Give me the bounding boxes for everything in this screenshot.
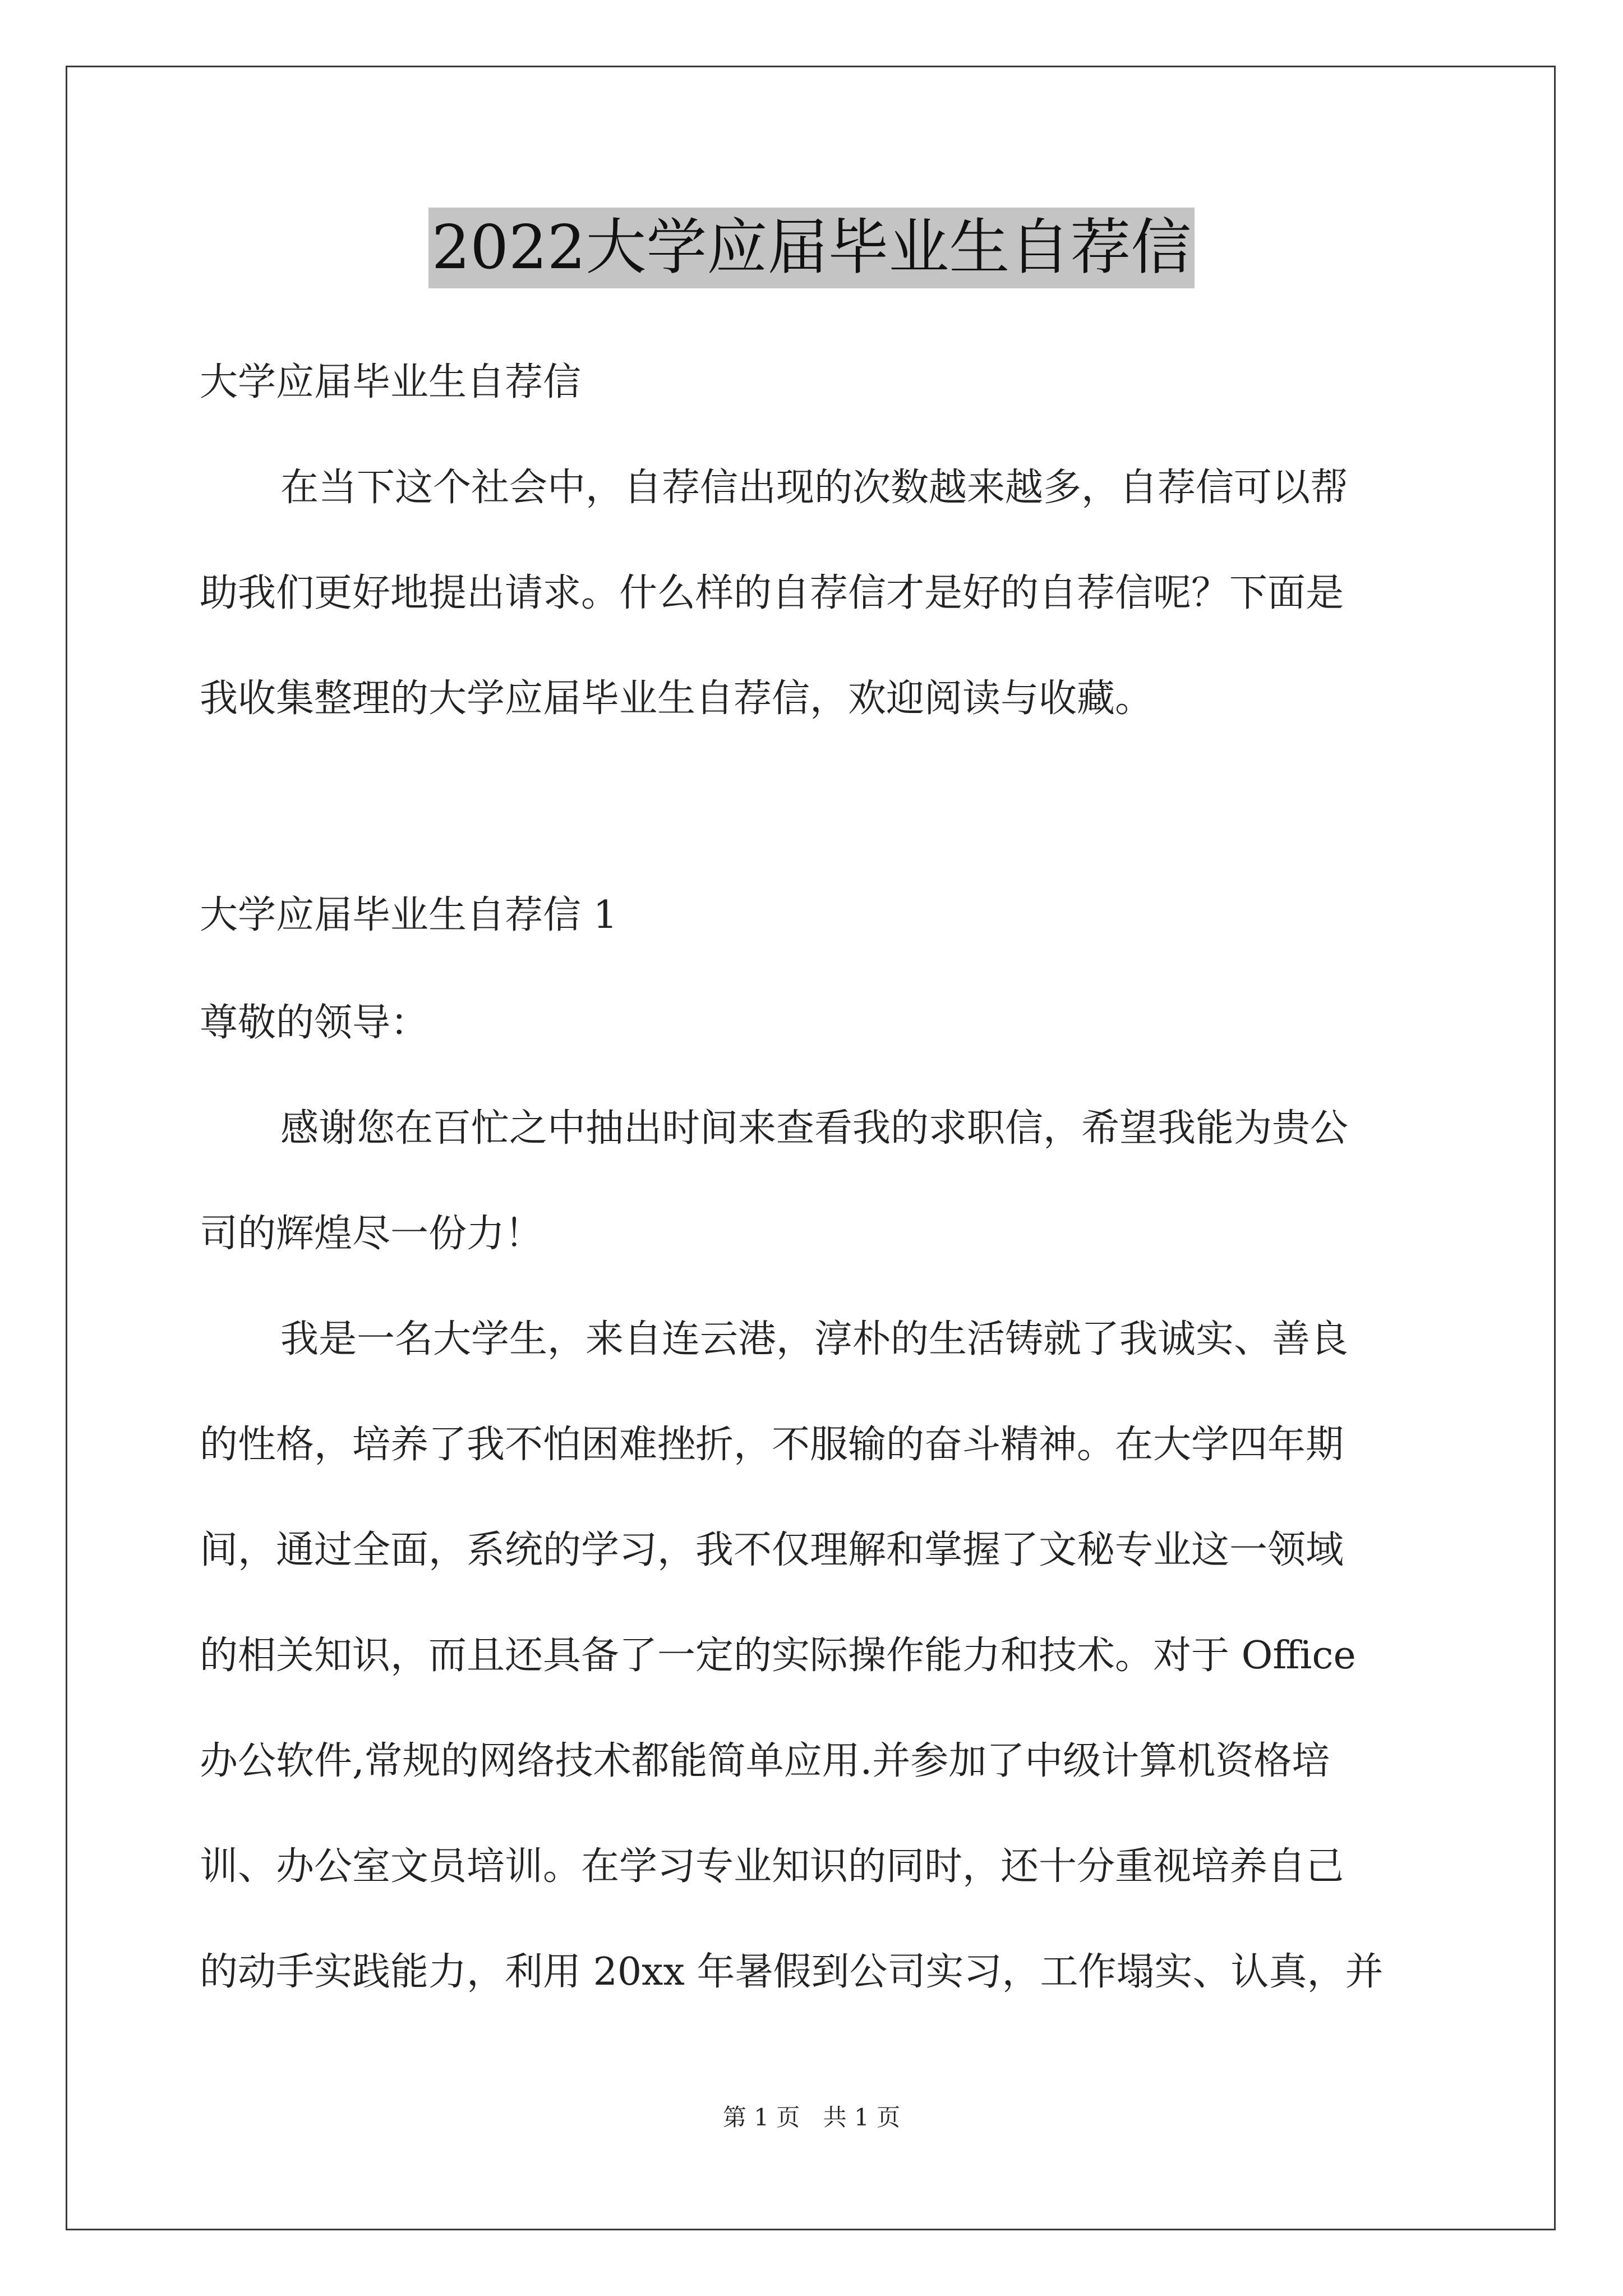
paragraph-line: 办公软件,常规的网络技术都能简单应用.并参加了中级计算机资格培 bbox=[200, 1739, 1330, 1783]
salutation: 尊敬的领导： bbox=[200, 1001, 429, 1045]
paragraph-line: 间，通过全面，系统的学习，我不仅理解和掌握了文秘专业这一领域 bbox=[200, 1528, 1344, 1572]
intro-line: 助我们更好地提出请求。什么样的自荐信才是好的自荐信呢？下面是 bbox=[200, 571, 1344, 615]
paragraph-line: 的动手实践能力，利用 20xx 年暑假到公司实习，工作塌实、认真，并 bbox=[200, 1950, 1384, 1994]
title-container bbox=[0, 208, 1623, 288]
paragraph-line: 的性格，培养了我不怕困难挫折，不服输的奋斗精神。在大学四年期 bbox=[200, 1423, 1344, 1467]
page-number-total: 共 1 页 bbox=[823, 2104, 901, 2131]
section-heading: 大学应届毕业生自荐信 1 bbox=[200, 893, 617, 937]
document-title: 2022大学应届毕业生自荐信 bbox=[428, 208, 1195, 288]
paragraph-line: 的相关知识，而且还具备了一定的实际操作能力和技术。对于 Office bbox=[200, 1634, 1356, 1678]
page-footer bbox=[0, 2099, 1623, 2133]
intro-line: 在当下这个社会中，自荐信出现的次数越来越多，自荐信可以帮 bbox=[280, 466, 1349, 510]
page-number-current: 第 1 页 bbox=[722, 2104, 800, 2131]
document-subtitle: 大学应届毕业生自荐信 bbox=[200, 360, 582, 404]
paragraph-line: 我是一名大学生，来自连云港，淳朴的生活铸就了我诚实、善良 bbox=[280, 1317, 1349, 1361]
paragraph-line: 感谢您在百忙之中抽出时间来查看我的求职信，希望我能为贵公 bbox=[280, 1106, 1349, 1151]
paragraph-line: 司的辉煌尽一份力！ bbox=[200, 1212, 543, 1256]
paragraph-line: 训、办公室文员培训。在学习专业知识的同时，还十分重视培养自己 bbox=[200, 1844, 1344, 1889]
intro-line: 我收集整理的大学应届毕业生自荐信，欢迎阅读与收藏。 bbox=[200, 677, 1154, 721]
